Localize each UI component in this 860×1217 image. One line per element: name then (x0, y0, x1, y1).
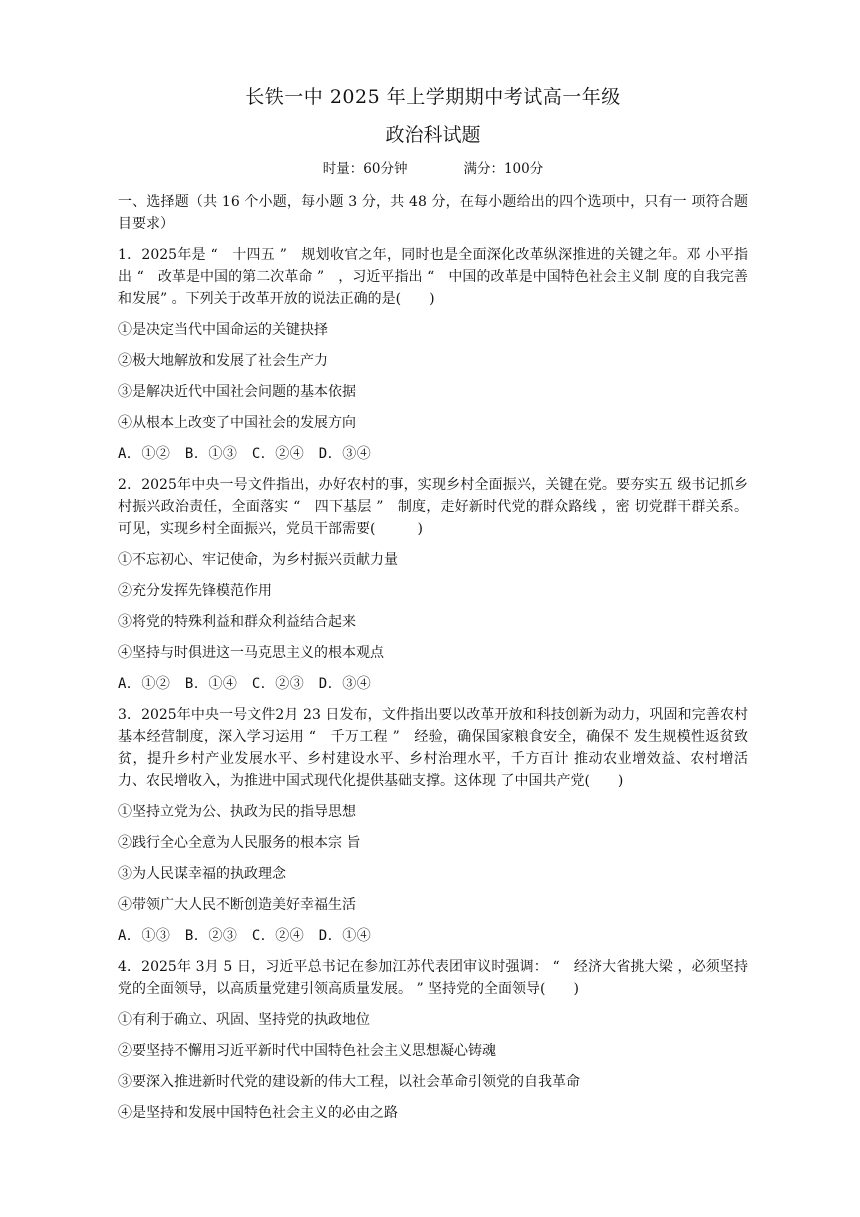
question-1-option: ②极大地解放和发展了社会生产力 (118, 353, 328, 369)
section-heading: 一、选择题（共 16 个小题，每小题 3 分，共 48 分，在每小题给出的四个选项中，只有一 项符合题目要求） (118, 194, 748, 232)
exam-title: 长铁一中 2025 年上学期期中考试高一年级 (245, 86, 621, 108)
question-2-choices: A．①② B．①④ C．②③ D．③④ (118, 676, 372, 692)
question-3-option: ①坚持立党为公、执政为民的指导思想 (118, 804, 356, 820)
subject-title: 政治科试题 (385, 124, 481, 146)
question-3-option: ③为人民谋幸福的执政理念 (118, 866, 286, 882)
question-2-option: ④坚持与时俱进这一马克思主义的根本观点 (118, 645, 384, 661)
question-4-option: ①有利于确立、巩固、坚持党的执政地位 (118, 1012, 370, 1028)
question-3-option: ④带领广大人民不断创造美好幸福生活 (118, 897, 356, 913)
question-1-choices: A．①② B．①③ C．②④ D．③④ (118, 446, 372, 462)
question-1-stem: 1．2025年是 “ 十四五 ” 规划收官之年，同时也是全面深化改革纵深推进的关键之年。邓 小平指出 “ 改革是中国的第二次革命 ” ，习近平指出 “ 中国的改革是中国特色社会主义制 度的自我完善和发展” 。下列关于改革开放的说法正确的是( ) (118, 247, 748, 307)
question-1-option: ④从根本上改变了中国社会的发展方向 (118, 415, 356, 431)
question-4-option: ④是坚持和发展中国特色社会主义的必由之路 (118, 1105, 398, 1121)
question-1-option: ①是决定当代中国命运的关键抉择 (118, 322, 328, 338)
question-2-option: ②充分发挥先锋模范作用 (118, 583, 272, 599)
exam-meta (118, 159, 748, 179)
exam-score: 满分：100分 (463, 161, 544, 177)
question-2-option: ③将党的特殊利益和群众利益结合起来 (118, 614, 356, 630)
question-3-option: ②践行全心全意为人民服务的根本宗 旨 (118, 835, 361, 851)
question-3-stem: 3．2025年中央一号文件2月 23 日发布，文件指出要以改革开放和科技创新为动力，巩固和完善农村基本经营制度，深入学习运用 “ 千万工程 ” 经验，确保国家粮食安全，确保不 发生规模性返贫致贫，提升乡村产业发展水平、乡村建设水平、乡村治理水平，千方百计 推动农业增效益、农村增活力、农民增收入，为推进中国式现代化提供基础支撑。这体现 了中国共产党( ) (118, 707, 748, 789)
question-2-option: ①不忘初心、牢记使命，为乡村振兴贡献力量 (118, 552, 398, 568)
question-2-stem: 2．2025年中央一号文件指出，办好农村的事，实现乡村全面振兴，关键在党。要夯实五 级书记抓乡村振兴政治责任，全面落实 “ 四下基层 ” 制度，走好新时代党的群众路线 ，密 切党群干群关系。可见，实现乡村全面振兴，党员干部需要( ) (118, 477, 748, 537)
question-3-choices: A．①③ B．②③ C．②④ D．①④ (118, 928, 372, 944)
question-4-stem: 4．2025年 3月 5 日，习近平总书记在参加江苏代表团审议时强调： “ 经济大省挑大梁 ，必须坚持党的全面领导，以高质量党建引领高质量发展。 ” 坚持党的全面领导( ) (118, 959, 748, 997)
question-4-option: ②要坚持不懈用习近平新时代中国特色社会主义思想凝心铸魂 (118, 1043, 496, 1059)
question-4-option: ③要深入推进新时代党的建设新的伟大工程，以社会革命引领党的自我革命 (118, 1074, 580, 1090)
exam-time: 时量：60分钟 (322, 161, 408, 177)
question-1-option: ③是解决近代中国社会问题的基本依据 (118, 384, 356, 400)
